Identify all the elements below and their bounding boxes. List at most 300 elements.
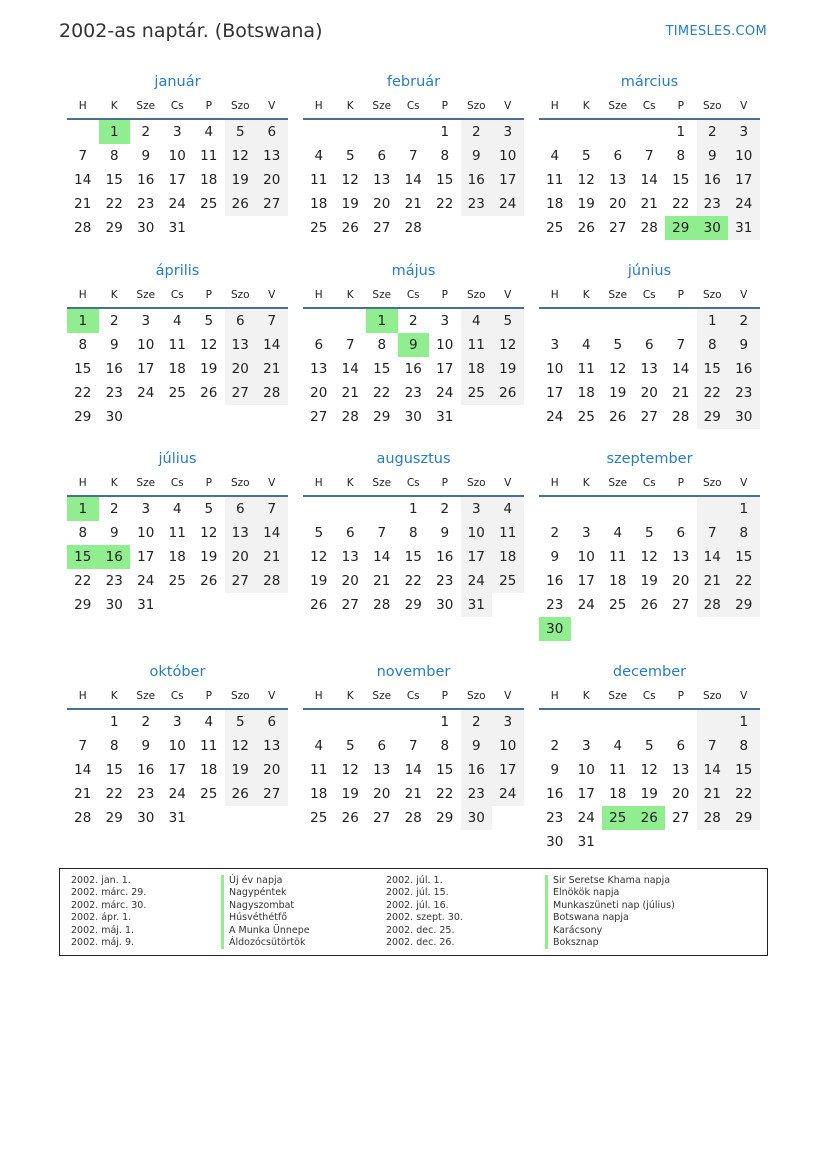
weekday-label: Cs bbox=[170, 477, 184, 489]
weekday-label: H bbox=[314, 690, 323, 702]
day-cell: 7 bbox=[78, 148, 88, 164]
day-cell: 2 bbox=[408, 313, 418, 329]
empty-cell bbox=[634, 309, 666, 333]
day-cell: 25 bbox=[168, 573, 186, 589]
day-cell: 11 bbox=[168, 525, 186, 541]
day-cell: 1 bbox=[408, 501, 418, 517]
day-cell: 7 bbox=[644, 148, 654, 164]
holiday-date: 2002. júl. 15. bbox=[386, 887, 449, 899]
day-cell: 10 bbox=[577, 549, 595, 565]
day-cell: 15 bbox=[74, 361, 92, 377]
day-cell: 8 bbox=[728, 734, 760, 758]
weekday-header bbox=[67, 283, 288, 309]
weekday-label: V bbox=[504, 289, 512, 301]
day-cell: 5 bbox=[644, 738, 654, 754]
day-grid bbox=[539, 710, 760, 854]
day-cell: 25 bbox=[310, 810, 328, 826]
holiday-date: 2002. dec. 25. bbox=[386, 924, 455, 936]
day-grid bbox=[539, 309, 760, 429]
day-grid bbox=[67, 710, 288, 830]
day-cell: 10 bbox=[492, 144, 524, 168]
day-cell: 2 bbox=[141, 714, 151, 730]
day-cell: 19 bbox=[200, 549, 218, 565]
day-cell: 22 bbox=[404, 573, 422, 589]
empty-cell bbox=[303, 710, 335, 734]
day-cell: 23 bbox=[461, 192, 493, 216]
day-cell: 12 bbox=[577, 172, 595, 188]
weekday-label: V bbox=[268, 100, 276, 112]
day-cell: 26 bbox=[225, 192, 257, 216]
weekday-label: Szo bbox=[466, 477, 486, 489]
weekday-label: P bbox=[441, 100, 448, 112]
day-cell: 7 bbox=[256, 309, 288, 333]
empty-cell bbox=[335, 120, 367, 144]
day-cell: 5 bbox=[204, 313, 214, 329]
month-9 bbox=[539, 447, 760, 641]
day-cell: 26 bbox=[310, 597, 328, 613]
weekday-label: K bbox=[346, 477, 354, 489]
day-cell: 4 bbox=[314, 738, 324, 754]
day-cell: 6 bbox=[676, 525, 686, 541]
day-grid bbox=[303, 120, 524, 240]
weekday-label: K bbox=[582, 289, 590, 301]
day-cell: 25 bbox=[546, 220, 564, 236]
holiday-list bbox=[59, 868, 768, 956]
day-cell: 1 bbox=[440, 714, 450, 730]
holiday-day-cell: 16 bbox=[99, 545, 131, 569]
month-name: július bbox=[158, 451, 197, 467]
day-cell: 19 bbox=[310, 573, 328, 589]
day-cell: 23 bbox=[105, 385, 123, 401]
weekday-label: P bbox=[441, 690, 448, 702]
day-cell: 15 bbox=[373, 361, 391, 377]
weekday-label: Sze bbox=[608, 100, 628, 112]
day-cell: 20 bbox=[609, 196, 627, 212]
day-cell: 17 bbox=[546, 385, 564, 401]
day-cell: 8 bbox=[440, 738, 450, 754]
holiday-date: 2002. szept. 30. bbox=[386, 912, 463, 924]
weekday-label: Cs bbox=[406, 100, 420, 112]
day-cell: 24 bbox=[492, 192, 524, 216]
weekday-label: Sze bbox=[372, 477, 392, 489]
day-cell: 11 bbox=[546, 172, 564, 188]
day-cell: 30 bbox=[137, 220, 155, 236]
weekday-label: V bbox=[268, 477, 276, 489]
day-cell: 23 bbox=[137, 786, 155, 802]
day-cell: 23 bbox=[461, 782, 493, 806]
empty-cell bbox=[366, 497, 398, 521]
day-cell: 2 bbox=[461, 710, 493, 734]
day-cell: 19 bbox=[225, 758, 257, 782]
site-link[interactable]: TIMESLES.COM bbox=[665, 24, 767, 39]
month-8 bbox=[303, 447, 524, 617]
empty-cell bbox=[634, 710, 666, 734]
day-cell: 15 bbox=[672, 172, 690, 188]
month-name: január bbox=[154, 74, 201, 90]
day-cell: 5 bbox=[581, 148, 591, 164]
empty-cell bbox=[634, 120, 666, 144]
day-cell: 3 bbox=[492, 120, 524, 144]
day-cell: 31 bbox=[137, 597, 155, 613]
holiday-name: Új év napja bbox=[221, 875, 310, 887]
day-cell: 14 bbox=[404, 762, 422, 778]
day-cell: 29 bbox=[697, 405, 729, 429]
weekday-label: Cs bbox=[406, 477, 420, 489]
month-12 bbox=[539, 660, 760, 854]
weekday-label: Szo bbox=[230, 477, 250, 489]
day-cell: 28 bbox=[74, 810, 92, 826]
day-cell: 21 bbox=[697, 782, 729, 806]
day-cell: 4 bbox=[461, 309, 493, 333]
day-cell: 9 bbox=[109, 525, 119, 541]
day-cell: 10 bbox=[168, 738, 186, 754]
day-cell: 27 bbox=[256, 782, 288, 806]
holiday-name: Botswana napja bbox=[545, 912, 675, 924]
day-cell: 7 bbox=[345, 337, 355, 353]
holiday-day-cell: 1 bbox=[67, 309, 99, 333]
day-cell: 17 bbox=[577, 786, 595, 802]
day-cell: 25 bbox=[200, 786, 218, 802]
day-cell: 30 bbox=[404, 409, 422, 425]
day-cell: 20 bbox=[225, 545, 257, 569]
weekday-label: V bbox=[504, 100, 512, 112]
day-cell: 12 bbox=[640, 549, 658, 565]
weekday-label: H bbox=[78, 289, 87, 301]
day-cell: 18 bbox=[609, 786, 627, 802]
day-cell: 27 bbox=[225, 381, 257, 405]
day-cell: 19 bbox=[640, 786, 658, 802]
day-cell: 19 bbox=[341, 196, 359, 212]
day-grid bbox=[539, 120, 760, 240]
day-cell: 28 bbox=[640, 220, 658, 236]
weekday-label: Sze bbox=[136, 100, 156, 112]
holiday-name: Nagypéntek bbox=[221, 887, 310, 899]
holiday-day-cell: 25 bbox=[602, 806, 634, 830]
day-cell: 20 bbox=[640, 385, 658, 401]
day-cell: 26 bbox=[640, 597, 658, 613]
day-grid bbox=[303, 710, 524, 830]
weekday-label: Szo bbox=[466, 289, 486, 301]
day-cell: 14 bbox=[256, 521, 288, 545]
day-cell: 16 bbox=[546, 573, 564, 589]
day-grid bbox=[67, 497, 288, 617]
weekday-header bbox=[67, 684, 288, 710]
empty-cell bbox=[665, 497, 697, 521]
day-cell: 16 bbox=[546, 786, 564, 802]
day-cell: 13 bbox=[609, 172, 627, 188]
day-cell: 18 bbox=[310, 196, 328, 212]
day-cell: 28 bbox=[404, 810, 422, 826]
day-cell: 26 bbox=[225, 782, 257, 806]
day-grid bbox=[539, 497, 760, 641]
day-cell: 24 bbox=[546, 409, 564, 425]
day-cell: 26 bbox=[609, 409, 627, 425]
weekday-label: H bbox=[314, 477, 323, 489]
day-cell: 13 bbox=[373, 762, 391, 778]
day-cell: 20 bbox=[225, 357, 257, 381]
empty-cell bbox=[602, 309, 634, 333]
day-cell: 23 bbox=[546, 597, 564, 613]
day-cell: 8 bbox=[78, 337, 88, 353]
weekday-label: P bbox=[205, 477, 212, 489]
day-cell: 14 bbox=[404, 172, 422, 188]
day-cell: 15 bbox=[404, 549, 422, 565]
day-cell: 27 bbox=[672, 597, 690, 613]
empty-cell bbox=[539, 309, 571, 333]
page-title: 2002-as naptár. (Botswana) bbox=[59, 20, 323, 42]
weekday-label: P bbox=[677, 289, 684, 301]
day-cell: 27 bbox=[373, 220, 391, 236]
day-cell: 20 bbox=[310, 385, 328, 401]
day-cell: 17 bbox=[492, 168, 524, 192]
day-cell: 4 bbox=[550, 148, 560, 164]
weekday-label: Szo bbox=[466, 100, 486, 112]
weekday-label: Cs bbox=[170, 100, 184, 112]
day-cell: 13 bbox=[672, 762, 690, 778]
day-cell: 12 bbox=[341, 172, 359, 188]
month-name: június bbox=[627, 263, 672, 279]
day-cell: 16 bbox=[461, 168, 493, 192]
day-cell: 6 bbox=[377, 738, 387, 754]
day-cell: 2 bbox=[141, 124, 151, 140]
day-cell: 29 bbox=[74, 409, 92, 425]
day-cell: 22 bbox=[697, 381, 729, 405]
day-cell: 25 bbox=[200, 196, 218, 212]
day-cell: 29 bbox=[105, 810, 123, 826]
day-cell: 27 bbox=[256, 192, 288, 216]
day-cell: 3 bbox=[172, 714, 182, 730]
day-cell: 12 bbox=[200, 337, 218, 353]
empty-cell bbox=[571, 120, 603, 144]
day-cell: 21 bbox=[672, 385, 690, 401]
day-cell: 10 bbox=[168, 148, 186, 164]
holiday-name: Munkaszüneti nap (július) bbox=[545, 900, 675, 912]
day-cell: 22 bbox=[672, 196, 690, 212]
day-cell: 1 bbox=[697, 309, 729, 333]
day-cell: 21 bbox=[404, 786, 422, 802]
empty-cell bbox=[571, 710, 603, 734]
day-cell: 29 bbox=[404, 597, 422, 613]
holiday-date: 2002. márc. 29. bbox=[71, 887, 147, 899]
holiday-day-cell: 1 bbox=[99, 120, 131, 144]
day-cell: 19 bbox=[200, 361, 218, 377]
day-cell: 29 bbox=[728, 593, 760, 617]
day-cell: 21 bbox=[404, 196, 422, 212]
day-cell: 14 bbox=[341, 361, 359, 377]
day-cell: 18 bbox=[577, 385, 595, 401]
day-cell: 22 bbox=[728, 569, 760, 593]
day-cell: 2 bbox=[550, 525, 560, 541]
month-name: szeptember bbox=[606, 451, 693, 467]
day-cell: 24 bbox=[137, 573, 155, 589]
day-cell: 28 bbox=[373, 597, 391, 613]
day-cell: 12 bbox=[225, 734, 257, 758]
day-cell: 25 bbox=[461, 381, 493, 405]
day-cell: 30 bbox=[546, 834, 564, 850]
day-cell: 7 bbox=[676, 337, 686, 353]
day-cell: 7 bbox=[408, 738, 418, 754]
day-cell: 5 bbox=[613, 337, 623, 353]
day-cell: 16 bbox=[697, 168, 729, 192]
day-cell: 20 bbox=[672, 573, 690, 589]
day-cell: 10 bbox=[137, 525, 155, 541]
weekday-label: Cs bbox=[170, 289, 184, 301]
day-cell: 11 bbox=[461, 333, 493, 357]
holiday-name: Elnökök napja bbox=[545, 887, 675, 899]
weekday-header bbox=[303, 283, 524, 309]
weekday-label: H bbox=[78, 100, 87, 112]
day-cell: 28 bbox=[74, 220, 92, 236]
day-cell: 14 bbox=[74, 172, 92, 188]
weekday-label: V bbox=[268, 690, 276, 702]
day-cell: 21 bbox=[256, 357, 288, 381]
weekday-label: Sze bbox=[372, 100, 392, 112]
day-cell: 24 bbox=[728, 192, 760, 216]
day-cell: 3 bbox=[550, 337, 560, 353]
day-cell: 20 bbox=[256, 758, 288, 782]
day-cell: 21 bbox=[697, 569, 729, 593]
day-cell: 22 bbox=[105, 196, 123, 212]
day-cell: 17 bbox=[492, 758, 524, 782]
day-cell: 26 bbox=[200, 573, 218, 589]
day-cell: 27 bbox=[640, 409, 658, 425]
month-name: február bbox=[386, 74, 441, 90]
day-cell: 28 bbox=[697, 806, 729, 830]
day-cell: 16 bbox=[404, 361, 422, 377]
day-cell: 7 bbox=[697, 734, 729, 758]
holiday-day-cell: 30 bbox=[697, 216, 729, 240]
weekday-label: H bbox=[550, 100, 559, 112]
empty-cell bbox=[67, 710, 99, 734]
weekday-label: Szo bbox=[702, 477, 722, 489]
day-cell: 6 bbox=[225, 309, 257, 333]
day-cell: 4 bbox=[172, 313, 182, 329]
empty-cell bbox=[335, 497, 367, 521]
day-cell: 17 bbox=[168, 762, 186, 778]
holiday-dates-col-2 bbox=[386, 875, 463, 949]
day-cell: 1 bbox=[109, 714, 119, 730]
day-cell: 4 bbox=[172, 501, 182, 517]
day-cell: 30 bbox=[461, 806, 493, 830]
day-cell: 3 bbox=[728, 120, 760, 144]
weekday-label: K bbox=[346, 100, 354, 112]
empty-cell bbox=[366, 120, 398, 144]
day-cell: 11 bbox=[200, 148, 218, 164]
holiday-day-cell: 30 bbox=[539, 617, 571, 641]
empty-cell bbox=[539, 497, 571, 521]
holiday-date: 2002. márc. 30. bbox=[71, 899, 147, 911]
weekday-label: H bbox=[550, 690, 559, 702]
day-grid bbox=[67, 309, 288, 429]
day-cell: 6 bbox=[345, 525, 355, 541]
empty-cell bbox=[539, 120, 571, 144]
empty-cell bbox=[539, 710, 571, 734]
day-grid bbox=[67, 120, 288, 240]
holiday-name: Nagyszombat bbox=[221, 900, 310, 912]
day-cell: 23 bbox=[105, 573, 123, 589]
day-cell: 17 bbox=[728, 168, 760, 192]
day-cell: 21 bbox=[341, 385, 359, 401]
day-cell: 13 bbox=[640, 361, 658, 377]
weekday-label: V bbox=[740, 289, 748, 301]
day-cell: 27 bbox=[609, 220, 627, 236]
day-cell: 1 bbox=[440, 124, 450, 140]
month-name: május bbox=[391, 263, 436, 279]
weekday-label: Szo bbox=[466, 690, 486, 702]
day-cell: 23 bbox=[436, 573, 454, 589]
day-cell: 11 bbox=[310, 762, 328, 778]
weekday-label: H bbox=[78, 690, 87, 702]
day-cell: 23 bbox=[137, 196, 155, 212]
weekday-label: K bbox=[110, 690, 118, 702]
day-cell: 25 bbox=[310, 220, 328, 236]
day-cell: 14 bbox=[256, 333, 288, 357]
day-cell: 13 bbox=[373, 172, 391, 188]
holiday-date: 2002. máj. 1. bbox=[71, 924, 135, 936]
day-grid bbox=[303, 497, 524, 617]
weekday-label: Sze bbox=[608, 477, 628, 489]
day-cell: 8 bbox=[377, 337, 387, 353]
day-cell: 25 bbox=[609, 597, 627, 613]
day-cell: 7 bbox=[256, 497, 288, 521]
day-cell: 28 bbox=[256, 569, 288, 593]
empty-cell bbox=[366, 710, 398, 734]
day-cell: 27 bbox=[225, 569, 257, 593]
day-cell: 18 bbox=[168, 549, 186, 565]
weekday-header bbox=[303, 684, 524, 710]
day-cell: 31 bbox=[728, 216, 760, 240]
day-cell: 3 bbox=[141, 501, 151, 517]
day-cell: 18 bbox=[168, 361, 186, 377]
day-cell: 9 bbox=[550, 549, 560, 565]
day-cell: 13 bbox=[256, 144, 288, 168]
holiday-names-col-2 bbox=[545, 875, 675, 949]
day-cell: 17 bbox=[461, 545, 493, 569]
day-cell: 9 bbox=[141, 738, 151, 754]
day-cell: 5 bbox=[314, 525, 324, 541]
holiday-name: A Munka Ünnepe bbox=[221, 925, 310, 937]
weekday-label: Szo bbox=[230, 690, 250, 702]
day-cell: 10 bbox=[461, 521, 493, 545]
empty-cell bbox=[398, 710, 430, 734]
day-cell: 19 bbox=[492, 357, 524, 381]
day-cell: 2 bbox=[550, 738, 560, 754]
empty-cell bbox=[303, 497, 335, 521]
day-cell: 19 bbox=[225, 168, 257, 192]
day-cell: 17 bbox=[436, 361, 454, 377]
day-cell: 4 bbox=[613, 738, 623, 754]
day-cell: 14 bbox=[697, 545, 729, 569]
day-cell: 31 bbox=[577, 834, 595, 850]
day-cell: 3 bbox=[581, 738, 591, 754]
weekday-header bbox=[67, 94, 288, 120]
day-cell: 20 bbox=[341, 573, 359, 589]
day-cell: 29 bbox=[74, 597, 92, 613]
day-cell: 6 bbox=[314, 337, 324, 353]
day-cell: 29 bbox=[436, 810, 454, 826]
day-cell: 18 bbox=[200, 762, 218, 778]
weekday-header bbox=[539, 94, 760, 120]
weekday-label: K bbox=[110, 289, 118, 301]
day-cell: 25 bbox=[492, 569, 524, 593]
day-cell: 8 bbox=[78, 525, 88, 541]
empty-cell bbox=[303, 120, 335, 144]
day-cell: 11 bbox=[492, 521, 524, 545]
day-cell: 23 bbox=[546, 810, 564, 826]
day-cell: 24 bbox=[168, 196, 186, 212]
weekday-label: Szo bbox=[230, 100, 250, 112]
day-cell: 23 bbox=[404, 385, 422, 401]
